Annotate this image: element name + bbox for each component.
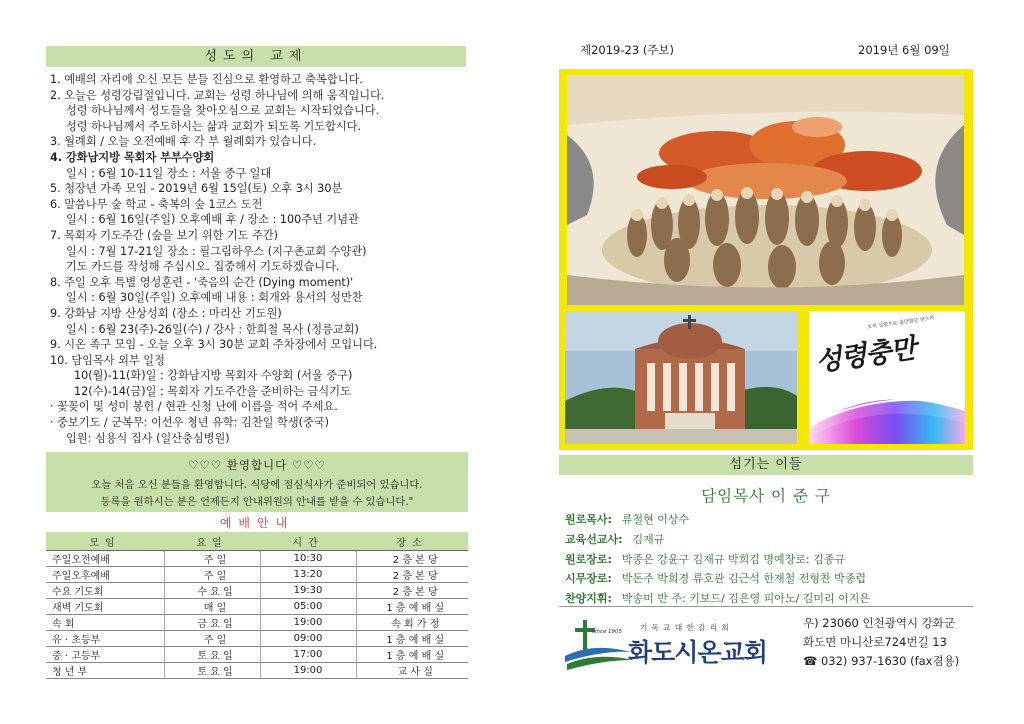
notice-line: 12(수)-14(금)일 : 목회자 기도주간을 준비하는 금식기도 xyxy=(74,384,351,398)
place-cell: 1 층 예 배 실 xyxy=(356,599,468,615)
divider xyxy=(559,606,973,607)
day-cell: 수 요 일 xyxy=(164,583,260,599)
notice-line: 10. 담임목사 외부 일정 xyxy=(50,353,165,367)
staff-value: 박돈주 박희경 류호관 김근석 한재철 전형찬 박종렵 xyxy=(621,572,867,586)
notice-line: · 꽃꽂이 및 성미 봉헌 / 현관 신청 난에 이름을 적어 주세요. xyxy=(50,400,338,414)
day-cell: 주 일 xyxy=(164,551,260,567)
time-cell: 19:00 xyxy=(260,663,356,679)
church-building-image xyxy=(565,311,797,444)
meeting-cell: 주일오전예배 xyxy=(46,551,164,567)
day-cell: 토 요 일 xyxy=(164,663,260,679)
notice-line: 6. 말씀나무 숲 학교 - 축복의 숲 1코스 도전 xyxy=(50,197,263,211)
time-cell: 09:00 xyxy=(260,631,356,647)
col-header-place: 장소 xyxy=(356,532,468,551)
meeting-cell: 중 · 고등부 xyxy=(46,647,164,663)
staff-value: 류철현 이상수 xyxy=(621,513,690,526)
staff-row xyxy=(565,569,975,589)
welcome-box xyxy=(46,452,468,512)
time-cell: 05:00 xyxy=(260,599,356,615)
notice-line: 2. 오늘은 성령강림절입니다. 교회는 성령 하나님에 의해 움직입니다. xyxy=(50,88,385,102)
notice-line: · 중보기도 / 군복무: 이선우 청년 유학: 김찬일 학생(중국) xyxy=(50,416,329,430)
place-cell: 1 층 예 배 실 xyxy=(356,631,468,647)
place-cell: 속 회 가 정 xyxy=(356,615,468,631)
church-logo-icon xyxy=(563,616,635,672)
meeting-cell: 새벽 기도회 xyxy=(46,599,164,615)
issue-number: 제2019-23 (주보) xyxy=(580,43,675,57)
staff-list xyxy=(565,510,975,609)
table-row xyxy=(46,615,468,631)
fellowship-title: 성도의 교제 xyxy=(46,46,466,67)
time-cell: 13:20 xyxy=(260,567,356,583)
notice-line: 일시 : 6월 10-11일 장소 : 서울 중구 일대 xyxy=(66,166,272,180)
notice-line: 9. 시온 족구 모임 - 오늘 오후 3시 30분 교회 주차장에서 모입니다. xyxy=(50,338,378,352)
staff-label: 시무장로: xyxy=(565,572,612,586)
church-building-photo xyxy=(565,311,797,444)
place-cell: 2 층 본 당 xyxy=(356,551,468,567)
time-cell: 10:30 xyxy=(260,551,356,567)
time-cell: 17:00 xyxy=(260,647,356,663)
notice-line: 성령 하나님께서 성도들을 찾아오심으로 교회는 시작되었습니다. xyxy=(66,104,380,118)
notice-list xyxy=(50,72,470,446)
worship-title: 예배안내 xyxy=(219,516,295,530)
notice-line: 입원: 심용식 집사 (일산충심병원) xyxy=(66,431,230,445)
staff-value: 박종은 강윤구 김재규 박희김 명예장로: 김종규 xyxy=(621,552,845,566)
table-row xyxy=(46,551,468,567)
notice-line: 성령 하나님께서 주도하시는 삶과 교회가 되도록 기도합시다. xyxy=(66,119,362,133)
notice-line: 10(월)-11(화)일 : 강화남지방 목회자 수양회 (서울 중구) xyxy=(74,369,353,383)
place-cell: 1 층 예 배 실 xyxy=(356,647,468,663)
notice-line: 4. 강화남지방 목회자 부부수양회 xyxy=(50,150,215,164)
denomination-text: 기 독 교 대 한 감 리 회 xyxy=(640,623,730,632)
table-row xyxy=(46,599,468,615)
address-line-2: 화도면 마니산로724번길 13 xyxy=(803,635,947,649)
notice-line: 5. 청장년 가족 모임 - 2019년 6월 15일(토) 오후 3시 30분 xyxy=(50,182,343,196)
address-line-1: 우) 23060 인천광역시 강화군 xyxy=(803,616,956,630)
welcome-title: ♡♡♡ 환영합니다 ♡♡♡ xyxy=(188,458,326,472)
meeting-cell: 청 년 부 xyxy=(46,663,164,679)
staff-value: 김재규 xyxy=(632,532,665,546)
staff-row xyxy=(565,530,975,550)
time-cell: 19:30 xyxy=(260,583,356,599)
meeting-cell: 속 회 xyxy=(46,615,164,631)
issue-date: 2019년 6월 09일 xyxy=(858,43,950,57)
place-cell: 2 층 본 당 xyxy=(356,567,468,583)
table-row xyxy=(46,631,468,647)
staff-value: 박송미 반 주: 키보드/ 김은영 피아노/ 김미리 이지은 xyxy=(621,592,871,606)
staff-label: 찬양지휘: xyxy=(565,592,612,606)
day-cell: 토 요 일 xyxy=(164,647,260,663)
since-text: since 1905 xyxy=(592,629,623,635)
notice-line: 일시 : 7월 17-21일 장소 : 필그림하우스 (지구촌교회 수양관) xyxy=(66,244,367,258)
meeting-cell: 주일오후예배 xyxy=(46,567,164,583)
notice-line: 3. 월례회 / 오늘 오전예배 후 각 부 월례회가 있습니다. xyxy=(50,135,317,149)
pentecost-small-text: 오직 성령으로 충만함을 받으라 xyxy=(866,315,935,331)
time-cell: 19:00 xyxy=(260,615,356,631)
church-name: 화도시온교회 xyxy=(628,638,767,667)
notice-line: 일시 : 6월 16일(주일) 오후예배 후 / 장소 : 100주년 기념관 xyxy=(66,213,359,227)
welcome-line-2: 등록을 원하시는 분은 언제든지 안내위원의 안내를 받을 수 있습니다." xyxy=(100,496,414,508)
church-contact xyxy=(803,614,959,671)
notice-line: 일시 : 6월 23(주)-26일(수) / 강사 : 한희철 목사 (정릉교회) xyxy=(66,322,359,336)
pentecost-graphic xyxy=(809,311,965,444)
worship-table xyxy=(46,532,468,679)
day-cell: 주 일 xyxy=(164,567,260,583)
table-row xyxy=(46,663,468,679)
notice-line: 일시 : 6월 30일(주일) 오후예배 내용 : 회개와 용서의 성만찬 xyxy=(66,291,363,305)
notice-line: 1. 예배의 자리에 오신 모든 분들 진심으로 환영하고 축복합니다. xyxy=(50,73,363,86)
pentecost-painting xyxy=(567,75,964,305)
pentecost-logo-text: 성령충만 xyxy=(813,333,918,378)
day-cell: 매 일 xyxy=(164,599,260,615)
meeting-cell: 수요 기도회 xyxy=(46,583,164,599)
notice-line: 기도 카드를 작성해 주십시오. 집중해서 기도하겠습니다. xyxy=(66,260,340,274)
staff-label: 교육선교사: xyxy=(565,532,623,546)
meeting-cell: 유 · 초등부 xyxy=(46,631,164,647)
pentecost-painting-image xyxy=(567,75,964,305)
place-cell: 교 사 실 xyxy=(356,663,468,679)
staff-label: 원로장로: xyxy=(565,552,612,566)
staff-row xyxy=(565,550,975,570)
staff-row xyxy=(565,510,975,530)
phone-number: ☎ 032) 937-1630 (fax겸용) xyxy=(803,654,960,668)
day-cell: 금 요 일 xyxy=(164,615,260,631)
table-row xyxy=(46,583,468,599)
day-cell: 주 일 xyxy=(164,631,260,647)
notice-line: 7. 목회자 기도주간 (숲을 보기 위한 기도 주간) xyxy=(50,228,279,242)
notice-line: 9. 강화남 지방 산상성회 (장소 : 마리산 기도원) xyxy=(50,306,282,320)
staff-label: 원로목사: xyxy=(565,513,612,526)
servants-title: 섬기는 이들 xyxy=(559,455,973,475)
welcome-line-1: 오늘 처음 오신 분들을 환영합니다. 식당에 점심식사가 준비되어 있습니다. xyxy=(91,479,423,491)
cover-frame xyxy=(559,69,973,450)
col-header-meeting: 모임 xyxy=(46,532,164,551)
table-row xyxy=(46,647,468,663)
col-header-day: 요일 xyxy=(164,532,260,551)
notice-line: 8. 주일 오후 특별 영성훈련 - '죽음의 순간 (Dying moment)' xyxy=(50,275,354,289)
place-cell: 2 층 본 당 xyxy=(356,583,468,599)
pastor-name: 담임목사 이 준 구 xyxy=(701,487,831,505)
col-header-time: 시간 xyxy=(260,532,356,551)
table-row xyxy=(46,567,468,583)
